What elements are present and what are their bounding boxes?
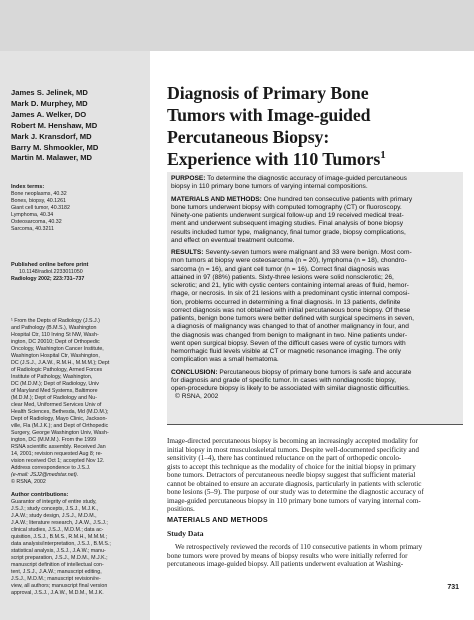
- author-list: [11, 88, 142, 164]
- index-terms: [11, 184, 142, 233]
- results-text: the diagnosis was changed from benign to malignant in two. Nine patients under-: [171, 331, 408, 339]
- index-term: Lymphoma, 40.34: [11, 212, 54, 219]
- results-text: correct diagnosis was not obtained with initial percutaneous bone biopsy. Of these: [171, 306, 411, 314]
- affiliation-line: (M.D.M.); Dept of Radiology and Nu-: [11, 395, 97, 401]
- conclusion-text: for diagnosis and grade of specific tumor. In cases with nondiagnostic biopsy,: [171, 376, 396, 384]
- affiliation-line: Institute of Pathology, Washington,: [11, 374, 93, 380]
- index-terms-heading: Index terms:: [11, 184, 45, 190]
- contribution-line: Guarantor of integrity of entire study,: [11, 499, 97, 506]
- top-gray-band: [0, 0, 474, 51]
- body-line: gists to accept this technique as the modality of choice for the initial biopsy in primary: [167, 462, 416, 471]
- contribution-line: quisition, J.S.J., B.M.S., R.M.H., M.M.M.;: [11, 534, 107, 541]
- affiliation-line: and Pathology (B.M.S.), Washington: [11, 325, 97, 331]
- conclusion-label: CONCLUSION:: [171, 368, 218, 376]
- contributions-heading: Author contributions:: [11, 492, 69, 498]
- doi: 10.1148/radiol.2233011050: [19, 269, 83, 276]
- author-name: Barry M. Shmookler, MD: [11, 142, 99, 152]
- body-line: positions.: [167, 505, 195, 513]
- conclusion-text: open-procedure biopsy is likely to be associated with similar diagnostic difficulties.: [171, 385, 410, 392]
- abstract-box: [167, 172, 463, 424]
- body-line: We retrospectively reviewed the records of 110 consecutive patients in whom primary: [175, 543, 423, 551]
- title-line: Diagnosis of Primary Bone: [167, 83, 369, 103]
- page-number: 731: [447, 584, 459, 591]
- results-label: RESULTS:: [171, 249, 204, 256]
- affiliation-line: of Radiologic Pathology, Armed Forces: [11, 367, 103, 373]
- author-contributions: [11, 492, 142, 597]
- body-line: image-guided percutaneous biopsy in 110 primary bone tumors of varying internal com-: [167, 496, 421, 505]
- results-text: attained in 97 (88%) patients. Sixty-three lesions were solid nonsclerotic; 26,: [171, 273, 394, 281]
- index-term: Giant cell tumor, 40.3182: [11, 205, 70, 212]
- results-text: went open surgical biopsy. Seven of the difficult cases were of cystic tumors with: [171, 339, 406, 347]
- affiliation-line: Surgery, George Washington Univ, Wash-: [11, 430, 109, 436]
- abstract-copyright: © RSNA, 2002: [175, 393, 219, 401]
- contribution-line: data analysis/interpretation, J.S.J., B.M.S.;: [11, 541, 111, 548]
- index-term: Bones, biopsy, 40.1261: [11, 198, 66, 205]
- index-term: Sarcoma, 40.3211: [11, 226, 54, 233]
- author-name: James A. Welker, DO: [11, 109, 87, 119]
- title-line: Percutaneous Biopsy:: [167, 127, 330, 147]
- methods-label: MATERIALS AND METHODS:: [171, 195, 262, 203]
- contribution-line: approval, J.S.J., J.A.W., M.D.M., M.J.K.: [11, 590, 104, 597]
- publication-info: [11, 262, 142, 283]
- author-name: James S. Jelinek, MD: [11, 88, 88, 97]
- contribution-line: J.A.W.; literature research, J.A.W., J.S.J.;: [11, 520, 108, 527]
- publication-heading: Published online before print: [11, 262, 89, 268]
- contribution-line: J.A.W.; study design, J.S.J., M.D.M.,: [11, 513, 97, 520]
- affiliation-line: Washington Hospital Ctr, Washington,: [11, 353, 100, 359]
- affiliation-line: clear Med, Uniformed Services Univ of: [11, 402, 102, 408]
- article-title: [167, 82, 467, 170]
- purpose-label: PURPOSE:: [171, 175, 206, 182]
- affiliation-line: Health Sciences, Bethesda, Md (M.D.M.);: [11, 409, 109, 415]
- affiliation-copyright: © RSNA, 2002: [11, 479, 46, 485]
- methods-text: and effect on eventual treatment outcome.: [171, 236, 295, 244]
- subsection-heading: Study Data: [167, 529, 204, 538]
- introduction-paragraph: [167, 437, 463, 514]
- study-data-paragraph: [167, 543, 463, 569]
- contribution-line: J.S.J., M.D.M.; manuscript revision/re-: [11, 576, 101, 583]
- abstract-bottom-rule: [167, 424, 463, 425]
- body-line: sensitivity (1–4), there has continued reluctance on the part of orthopedic oncolo-: [167, 454, 402, 462]
- index-term: Osteosarcoma, 40.32: [11, 219, 62, 226]
- affiliation-line: ington, DC 20010; Dept of Orthopedic: [11, 339, 100, 345]
- body-line: bone tumors. Detractors of percutaneous needle biopsy suggest that sufficient material: [167, 471, 416, 479]
- results-text: complication was a small hematoma.: [171, 356, 279, 364]
- affiliation-line: Hospital Ctr, 110 Irving St NW, Wash-: [11, 332, 99, 338]
- title-footnote-marker: 1: [380, 149, 386, 161]
- body-line: Image-directed percutaneous biopsy is becoming an increasingly accepted modality for: [167, 437, 418, 445]
- purpose-text: biopsy in 110 primary bone tumors of varying internal compositions.: [171, 183, 368, 191]
- author-name: Martin M. Malawer, MD: [11, 153, 93, 163]
- affiliation-footnote: [11, 318, 142, 486]
- contribution-line: view, all authors; manuscript final version: [11, 583, 108, 590]
- body-line: initial biopsy in most musculoskeletal tumors. Despite well-documented specificity and: [167, 445, 419, 454]
- title-line: Experience with 110 Tumors: [167, 149, 381, 169]
- contribution-line: statistical analysis, J.S.J., J.A.W.; manu-: [11, 548, 106, 555]
- affiliation-line: vision received Oct 1; accepted Nov 12.: [11, 458, 105, 464]
- contribution-line: manuscript definition of intellectual con-: [11, 562, 104, 569]
- affiliation-line: ington, DC (M.M.M.). From the 1999: [11, 437, 97, 443]
- contribution-line: script preparation, J.S.J., M.D.M., M.J.K.;: [11, 555, 108, 562]
- results-text: a diagnosis of malignancy was changed to that of another malignancy in four, and: [171, 323, 409, 331]
- results-text: hemorrhagic fluid levels visible at CT or magnetic resonance imaging. The only: [171, 348, 401, 355]
- results-text: sclerotic; and 21, lytic with cystic centers containing internal areas of fluid, hemor-: [171, 282, 409, 289]
- contribution-line: clinical studies, J.S.J., M.D.M.; data ac-: [11, 527, 104, 534]
- affiliation-line: ville, Fla (M.J.K.); and Dept of Orthopedic: [11, 423, 109, 429]
- contribution-line: tent, J.S.J., J.A.W.; manuscript editing,: [11, 569, 102, 576]
- contribution-line: J.S.J.; study concepts, J.S.J., M.J.K.,: [11, 506, 99, 513]
- body-line: percutaneous image-guided biopsy. All patients underwent evaluation at Washing-: [167, 560, 404, 568]
- affiliation-line: 14, 2001; revision requested Aug 8; re-: [11, 451, 103, 457]
- author-name: Robert M. Henshaw, MD: [11, 120, 98, 130]
- affiliation-line: Dept of Radiology, Mayo Clinic, Jackson-: [11, 416, 108, 422]
- results-text: sarcoma (n = 16), and giant cell tumor (n = 16). Correct final diagnosis was: [171, 265, 390, 273]
- affiliation-line: (e-mail: JSJ2@medstar.net).: [11, 472, 79, 478]
- purpose-text: To determine the diagnostic accuracy of image-guided percutaneous: [205, 175, 407, 182]
- affiliation-line: Oncology, Washington Cancer Institute,: [11, 346, 104, 352]
- body-line: bone lesions (5–9). The purpose of our study was to determine the diagnostic accuracy of: [167, 488, 424, 496]
- results-text: patients, benign bone tumors were better defined with surgical specimens in seven,: [171, 315, 415, 322]
- methods-text: results included tumor type, malignancy, final tumor grade, biopsy complications,: [171, 228, 406, 236]
- body-line: cannot be obtained to ensure an accurate diagnosis, particularly in patients with sclerotic: [167, 479, 422, 488]
- results-text: Seventy-seven tumors were malignant and 33 were benign. Most com-: [203, 249, 412, 256]
- conclusion-text: Percutaneous biopsy of primary bone tumors is safe and accurate: [217, 368, 412, 376]
- author-name: Mark D. Murphey, MD: [11, 98, 88, 108]
- methods-text: Ninety-one patients underwent surgical follow-up and 19 received medical treat-: [171, 212, 404, 219]
- citation: Radiology 2002; 223:731–737: [11, 276, 85, 283]
- affiliation-line: of Maryland Med Systems, Baltimore: [11, 388, 98, 394]
- methods-text: bone tumors underwent biopsy with computed tomography (CT) or fluoroscopy.: [171, 203, 402, 211]
- results-text: tion, problems occurred in determining a final diagnosis. In 13 patients, definite: [171, 298, 401, 306]
- methods-text: One hundred ten consecutive patients with primary: [261, 195, 413, 203]
- affiliation-line: RSNA scientific assembly. Received Jan: [11, 444, 106, 450]
- section-heading: MATERIALS AND METHODS: [167, 515, 268, 524]
- affiliation-line: DC (M.D.M.); Dept of Radiology, Univ: [11, 381, 99, 387]
- affiliation-line: DC (J.S.J., J.A.W., R.M.H., M.M.M.); Dept: [11, 360, 110, 366]
- index-term: Bone neoplasms, 40.32: [11, 191, 67, 198]
- affiliation-line: Address correspondence to J.S.J.: [11, 465, 91, 471]
- results-text: rhage, or necrosis. In six of 21 lesions with a predominant cystic internal composi-: [171, 290, 410, 298]
- methods-text: ment and underwent subsequent imaging studies. Final analysis of bone biopsy: [171, 220, 404, 228]
- results-text: mon tumors at biopsy were osteosarcoma (n = 20), lymphoma (n = 18), chondro-: [171, 257, 407, 265]
- body-line: bone tumors were proved by means of biopsy results who were initially referred for: [167, 551, 408, 560]
- affiliation-line: ¹ From the Depts of Radiology (J.S.J.): [11, 318, 100, 324]
- title-line: Tumors with Image-guided: [167, 105, 371, 125]
- author-name: Mark J. Kransdorf, MD: [11, 131, 92, 141]
